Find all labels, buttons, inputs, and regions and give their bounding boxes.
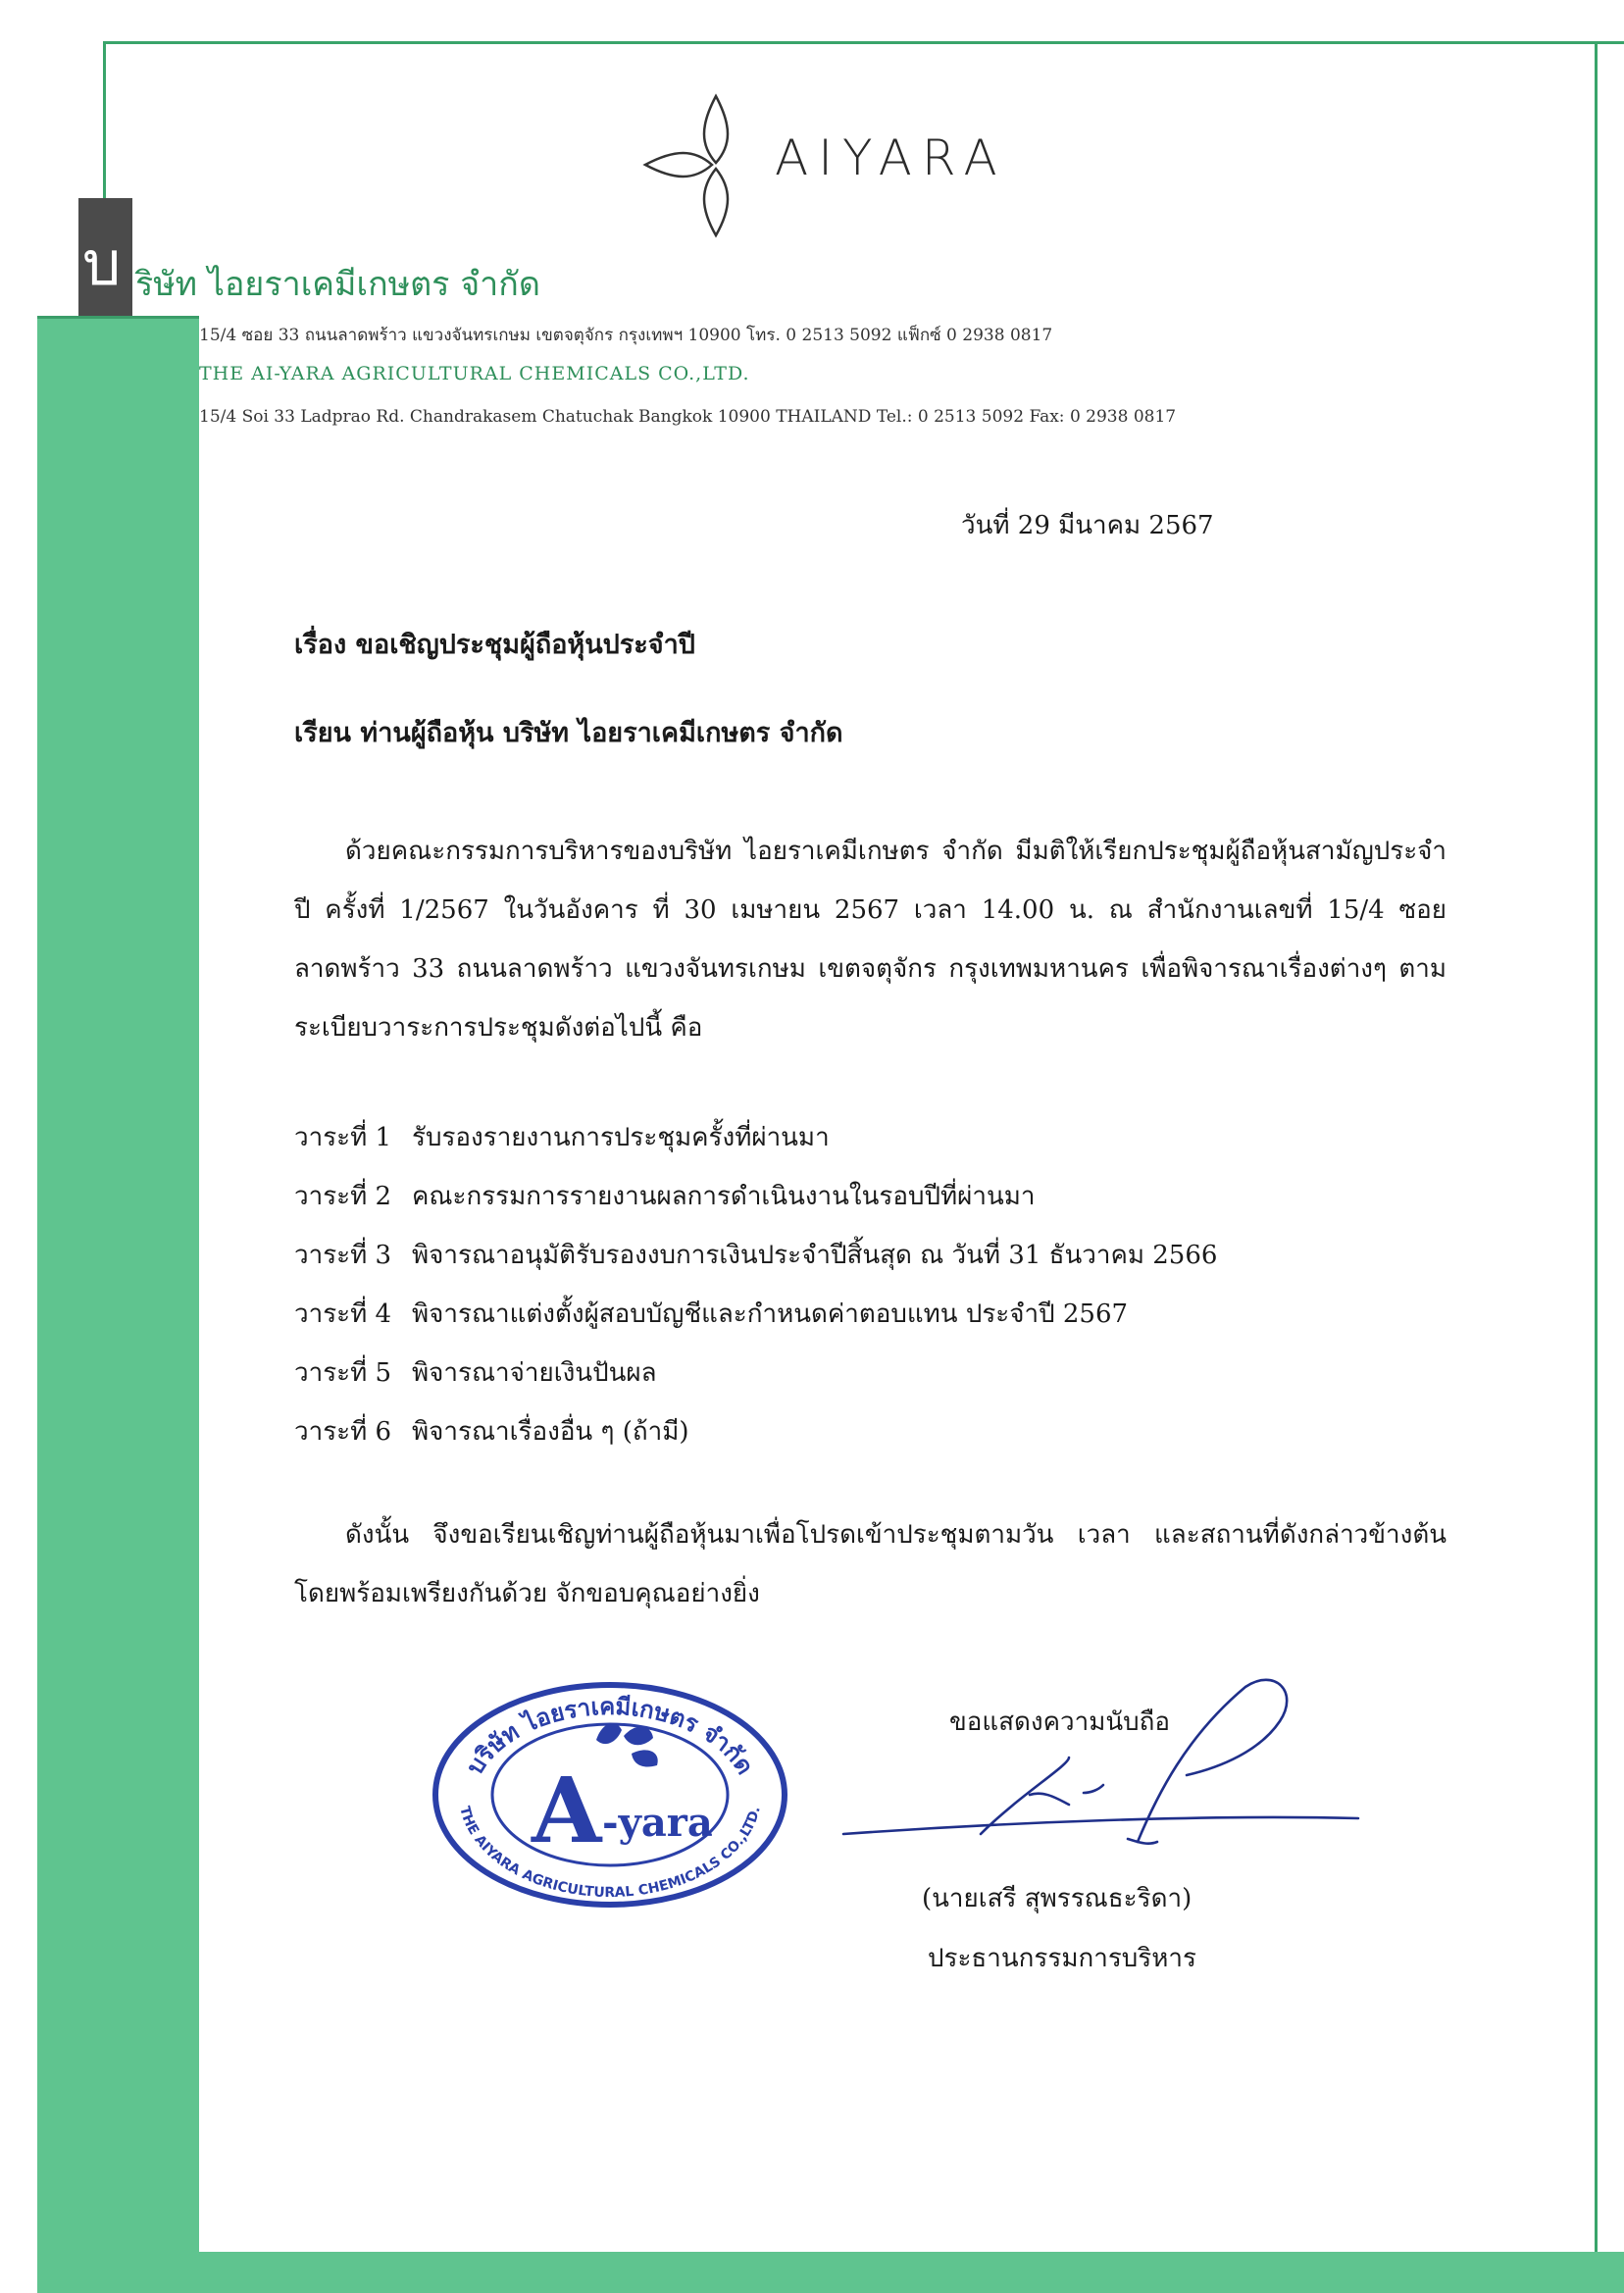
agenda-item [294, 1344, 1217, 1402]
agenda-number: วาระที่ 5 [294, 1358, 392, 1388]
closing-text: ขอแสดงความนับถือ [949, 1707, 1170, 1737]
logo-petal-bottom-icon [704, 169, 728, 235]
agenda-number: วาระที่ 2 [294, 1182, 392, 1211]
frame-left-line [103, 41, 106, 198]
letterhead-initial: บ [82, 228, 122, 299]
green-band-edge [37, 316, 199, 319]
agenda-number: วาระที่ 3 [294, 1241, 392, 1270]
agenda-number: วาระที่ 1 [294, 1123, 392, 1152]
signer-title: ประธานกรรมการบริหาร [928, 1944, 1196, 1973]
letter-paragraph-2 [294, 1505, 1446, 1623]
agenda-text: พิจารณาจ่ายเงินปันผล [412, 1358, 657, 1388]
agenda-text: พิจารณาอนุมัติรับรองงบการเงินประจำปีสิ้นสุด ณ วันที่ 31 ธันวาคม 2566 [412, 1241, 1218, 1270]
agenda-text: พิจารณาเรื่องอื่น ๆ (ถ้ามี) [412, 1417, 689, 1447]
company-name-th: ริษัท ไอยราเคมีเกษตร จำกัด [135, 265, 540, 304]
seal-leaf-icon [596, 1723, 658, 1766]
letter-recipient: เรียน ท่านผู้ถือหุ้น บริษัท ไอยราเคมีเกษตร จำกัด [294, 718, 843, 748]
paragraph-2-text: ดังนั้น จึงขอเรียนเชิญท่านผู้ถือหุ้นมาเพื่อโปรดเข้าประชุมตามวัน เวลา และสถานที่ดังกล่าวข้างต้น โดยพร้อมเพรียงกันด้วย จักขอบคุณอย่างยิ่ง [294, 1520, 1446, 1608]
letter-date: วันที่ 29 มีนาคม 2567 [961, 511, 1214, 540]
logo-petal-left-icon [645, 153, 712, 177]
seal-text-bottom: THE AIYARA AGRICULTURAL CHEMICALS CO.,LTD. [456, 1805, 764, 1902]
frame-top-line [103, 41, 1624, 44]
agenda-item [294, 1167, 1217, 1226]
agenda-text: พิจารณาแต่งตั้งผู้สอบบัญชีและกำหนดค่าตอบแทน ประจำปี 2567 [412, 1299, 1129, 1329]
seal-mark-a: A [532, 1758, 602, 1863]
seal-mark-text: -yara [602, 1800, 713, 1846]
handwritten-signature [834, 1667, 1363, 1883]
signer-name: (นายเสรี สุพรรณธะริดา) [922, 1884, 1193, 1913]
seal-text-top: บริษัท ไอยราเคมีเกษตร จำกัด [461, 1692, 759, 1780]
logo-wordmark: AIYARA [775, 129, 1007, 186]
letter-paragraph-1 [294, 822, 1446, 1057]
agenda-item [294, 1226, 1217, 1285]
address-th: 15/4 ซอย 33 ถนนลาดพร้าว แขวงจันทรเกษม เขตจตุจักร กรุงเทพฯ 10900 โทร. 0 2513 5092 แฟ็กซ์ 0 2938 0817 [199, 326, 1053, 345]
agenda-number: วาระที่ 4 [294, 1299, 392, 1329]
green-bottom-band [37, 2252, 1624, 2293]
company-seal [430, 1679, 790, 1911]
company-name-en: THE AI-YARA AGRICULTURAL CHEMICALS CO.,LTD. [199, 363, 750, 384]
address-en: 15/4 Soi 33 Ladprao Rd. Chandrakasem Chatuchak Bangkok 10900 THAILAND Tel.: 0 2513 5092 Fax: 0 2938 0817 [199, 407, 1177, 427]
agenda-item [294, 1108, 1217, 1167]
frame-right-line [1595, 41, 1598, 2293]
green-side-band [37, 316, 199, 2293]
agenda-text: คณะกรรมการรายงานผลการดำเนินงานในรอบปีที่ผ่านมา [412, 1182, 1036, 1211]
logo-petal-top-icon [704, 96, 728, 163]
agenda-text: รับรองรายงานการประชุมครั้งที่ผ่านมา [412, 1123, 830, 1152]
letter-subject: เรื่อง ขอเชิญประชุมผู้ถือหุ้นประจำปี [294, 630, 695, 660]
agenda-number: วาระที่ 6 [294, 1417, 392, 1447]
agenda-item [294, 1285, 1217, 1344]
paragraph-1-text: ด้วยคณะกรรมการบริหารของบริษัท ไอยราเคมีเกษตร จำกัด มีมติให้เรียกประชุมผู้ถือหุ้นสามัญประจำปี ครั้งที่ 1/2567 ในวันอังคาร ที่ 30 เมษายน 2567 เวลา 14.00 น. ณ สำนักงานเลขที่ 15/4 ซอยลาดพร้าว 33 ถนนลาดพร้าว แขวงจันทรเกษม เขตจตุจักร กรุงเทพมหานคร เพื่อพิจารณาเรื่องต่างๆ ตามระเบียบวาระการประชุมดังต่อไปนี้ คือ [294, 837, 1446, 1043]
agenda-item [294, 1402, 1217, 1461]
agenda-list [294, 1108, 1217, 1461]
